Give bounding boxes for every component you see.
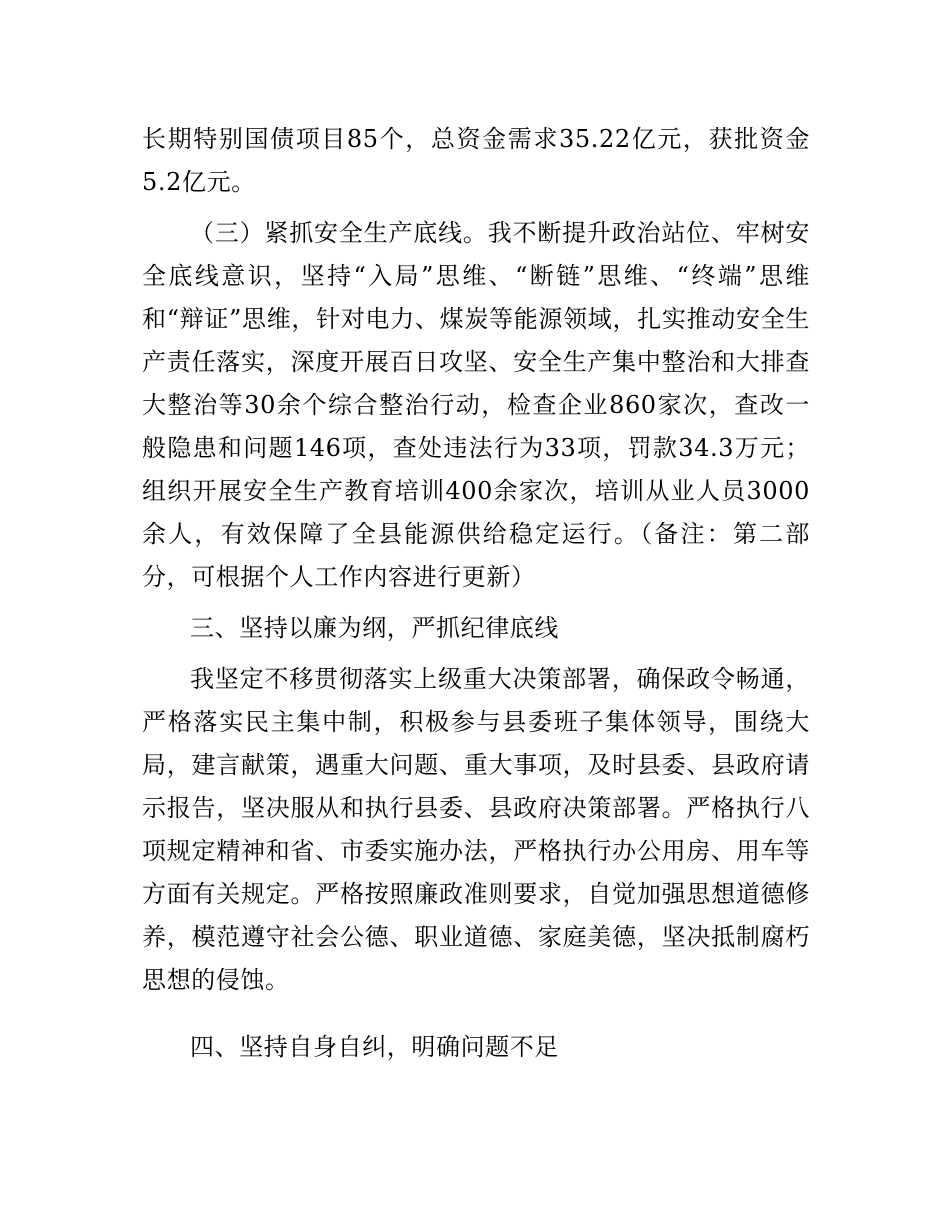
section-heading-self-correction: 四、坚持自身自纠，明确问题不足: [190, 1033, 559, 1061]
section-heading-discipline: 三、坚持以廉为纲，严抓纪律底线: [190, 614, 559, 642]
paragraph-safety-production: （三）紧抓安全生产底线。我不断提升政治站位、牢树安全底线意识，坚持“入局”思维、“断链”思维、“终端”思维和“辩证”思维，针对电力、煤炭等能源领域，扎实推动安全生产责任落实，深度开展百日攻坚、安全生产集中整治和大排查大整治等30余个综合整治行动，检查企业860家次，查改一般隐患和问题146项，查处违法行为33项，罚款34.3万元；组织开展安全生产教育培训400余家次，培训从业人员3000余人，有效保障了全县能源供给稳定运行。（备注：第二部分，可根据个人工作内容进行更新）: [142, 219, 810, 591]
paragraph-discipline: 我坚定不移贯彻落实上级重大决策部署，确保政令畅通，严格落实民主集中制，积极参与县委班子集体领导，围绕大局，建言献策，遇重大问题、重大事项，及时县委、县政府请示报告，坚决服从和执行县委、县政府决策部署。严格执行八项规定精神和省、市委实施办法，严格执行办公用房、用车等方面有关规定。严格按照廉政准则要求，自觉加强思想道德修养，模范遵守社会公德、职业道德、家庭美德，坚决抵制腐朽思想的侵蚀。: [142, 665, 810, 994]
paragraph-bond-projects: 长期特别国债项目85个，总资金需求35.22亿元，获批资金5.2亿元。: [142, 125, 810, 196]
document-body: [142, 118, 810, 1077]
